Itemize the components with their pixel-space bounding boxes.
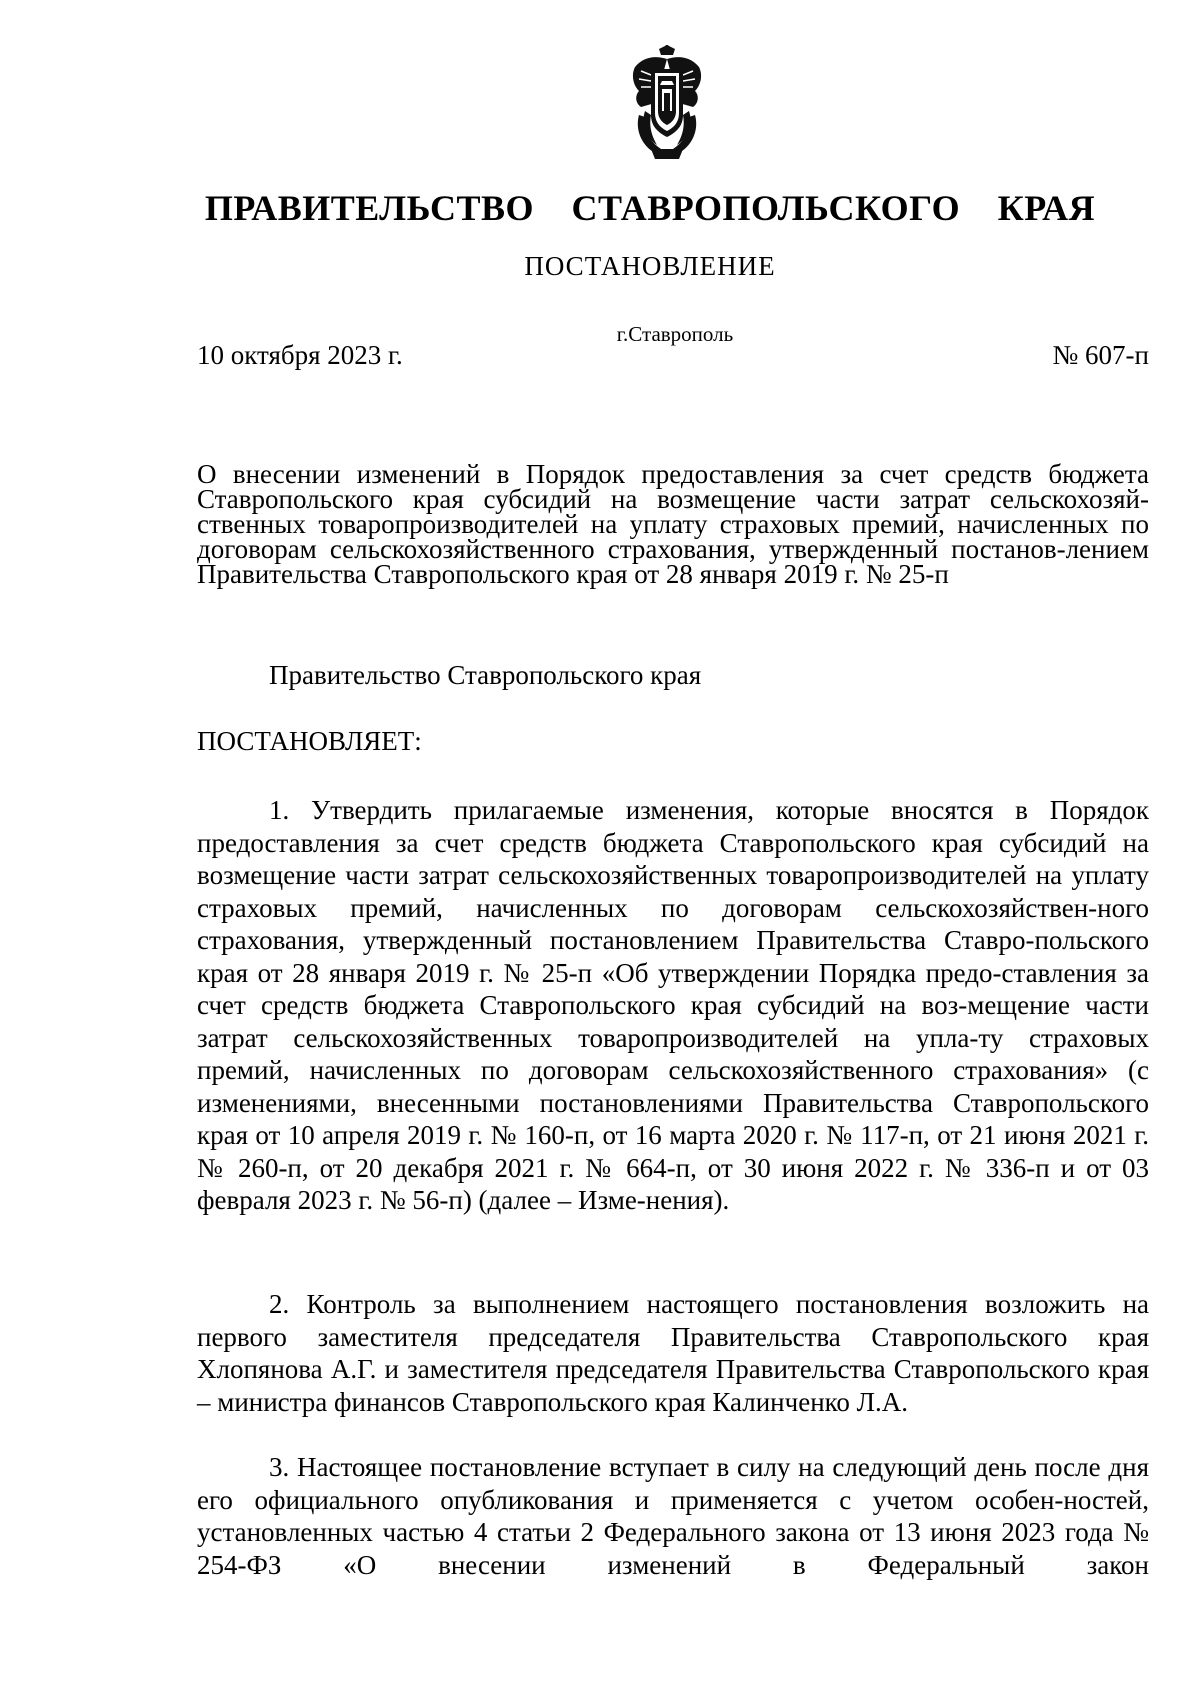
government-line: Правительство Ставропольского края — [269, 660, 702, 690]
city-name: г.Ставрополь — [616, 322, 734, 346]
decree-word: ПОСТАНОВЛЯЕТ: — [197, 726, 422, 756]
organization-title: ПРАВИТЕЛЬСТВО СТАВРОПОЛЬСКОГО КРАЯ — [204, 188, 1096, 228]
paragraph-1: 1. Утвердить прилагаемые изменения, которые вносятся в Порядок предоставления за счет средств бюджета Ставропольского края субсидий на возмещение части затрат сельскохозяйственных товаропроизводителей на уплату страховых премий, начисленных по договорам сельскохозяйствен-ного страхования, утвержденный постановлением Правительства Ставро-польского края от 28 января 2019 г. № 25-п «Об утверждении Порядка предо-ставления за счет средств бюджета Ставропольского края субсидий на воз-мещение части затрат сельскохозяйственных товаропроизводителей на упла-ту страховых премий, начисленных по договорам сельскохозяйственного страхования» (с изменениями, внесенными постановлениями Правительства Ставропольского края от 10 апреля 2019 г. № 160-п, от 16 марта 2020 г. № 117-п, от 21 июня 2021 г. № 260-п, от 20 декабря 2021 г. № 664-п, от 30 июня 2022 г. № 336-п и от 03 февраля 2023 г. № 56-п) (далее – Изме-нения). — [197, 795, 1149, 1215]
paragraph-2: 2. Контроль за выполнением настоящего постановления возложить на первого заместителя председателя Правительства Ставропольского края Хлопянова А.Г. и заместителя председателя Правительства Ставропольского края – министра финансов Ставропольского края Калинченко Л.А. — [197, 1289, 1149, 1417]
document-date: 10 октября 2023 г. — [197, 340, 403, 370]
document-type: ПОСТАНОВЛЕНИЕ — [524, 251, 776, 281]
document-subject: О внесении изменений в Порядок предоставления за счет средств бюджета Ставропольского края субсидий на возмещение части затрат сельскохозяй-ственных товаропроизводителей на уплату страховых премий, начисленных по договорам сельскохозяйственного страхования, утвержденный постанов-лением Правительства Ставропольского края от 28 января 2019 г. № 25-п — [197, 459, 1149, 589]
paragraph-3: 3. Настоящее постановление вступает в силу на следующий день после дня его официального опубликования и применяется с учетом особен-ностей, установленных частью 4 статьи 2 Федерального закона от 13 июня 2023 года № 254-ФЗ «О внесении изменений в Федеральный закон — [197, 1452, 1149, 1580]
document-number: № 607-п — [1052, 340, 1149, 370]
coat-of-arms-icon — [625, 45, 709, 161]
